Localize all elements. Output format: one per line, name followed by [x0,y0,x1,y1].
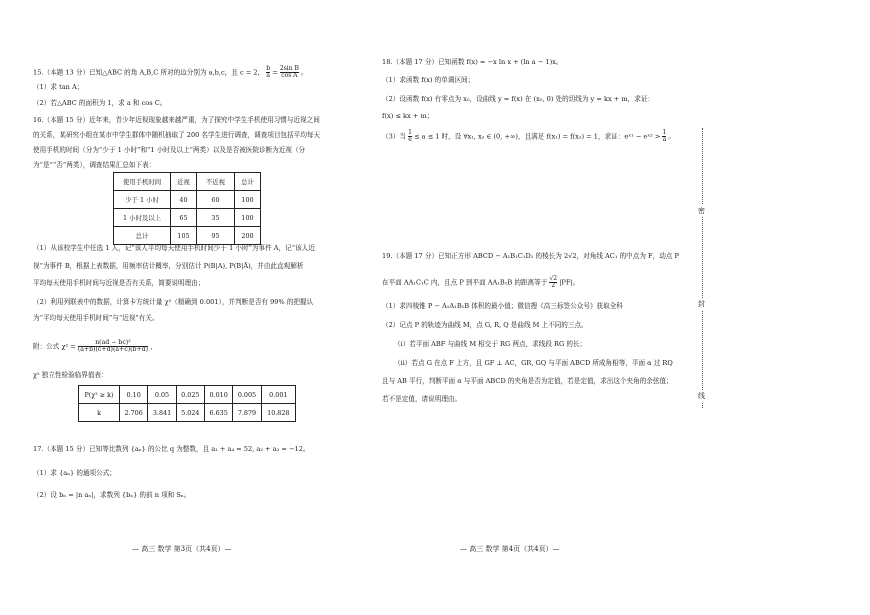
right-page [382,0,870,615]
right-page-footer: — 高三 数学 第4页（共4页）— [460,545,560,553]
table-cell: 少于 1 小时 [114,191,171,209]
table-cell: 60 [196,191,234,209]
q19-stem-end: |PF|。 [559,278,580,287]
frac-den: (a+b)(c+d)(a+c)(b+d) [77,346,149,353]
binding-line [702,128,704,408]
q18-part1: （1）求函数 f(x) 的单调区间； [382,76,475,84]
table-row [79,386,296,404]
q16-formula [33,340,157,353]
table-cell: 105 [171,227,197,245]
table-cell: 40 [171,191,197,209]
table-row [114,209,261,227]
table-cell: 200 [235,227,261,245]
q19-sub2-line3: 若不是定值，请说明理由。 [382,395,462,403]
formula-suffix: ， [150,342,157,351]
left-page-footer: — 高三 数学 第3页（共4页）— [132,545,232,553]
frac-den: cos A [281,72,298,79]
table-cell: 100 [235,209,261,227]
q15-part2: （2）若△ABC 的面积为 1，求 a 和 cos C。 [33,99,167,107]
equals: = [272,68,278,77]
q17-part2: （2）设 bₙ = |n aₙ|，求数列 {bₙ} 的前 n 项和 Sₙ。 [33,491,191,499]
q19-sub2-line1: （ⅱ）若点 G 在点 F 上方，且 GF ⊥ AC，GR, GQ 与平面 ABCD 所成角相等，平面 α 过 RQ [394,359,673,367]
table-header-cell: 总计 [235,173,261,191]
q18-part3-end: 。 [668,132,676,141]
q19-sub1: （ⅰ）若平面 ABF 与曲线 M 相交于 RG 两点，求线段 RG 的长； [394,340,587,348]
q18-part3-prefix: （3）当 [382,132,406,141]
q15-part1: （1）求 tan A； [33,83,84,91]
table-header-cell: 近视 [171,173,197,191]
chi-square-fraction [78,340,148,353]
table-cell: P(χ² ≥ k) [79,386,120,404]
table-cell: 5.024 [176,404,204,422]
table-cell: 0.005 [233,386,261,404]
q19-part1: （1）求四棱锥 P − A₁A₁B₁B 体积的最小值；微信搜《高三标签公众号》获取全科 [382,302,623,310]
table-cell: 2.706 [120,404,148,422]
table-cell: k [79,404,120,422]
table-cell: 0.010 [204,386,232,404]
q17-part1: （1）求 {aₙ} 的通项公式； [33,469,116,477]
table-cell: 100 [235,191,261,209]
table-row [114,173,261,191]
table-cell: 1 小时及以上 [114,209,171,227]
table-cell: 7.879 [233,404,261,422]
q18-part2-line2: f(x) ≤ kx + m； [382,112,434,120]
binding-char-xian: 线 [698,392,705,400]
q16-part1-line2: 视”为事件 B，根据上表数据，用频率估计概率，分别估计 P(B|A), P(B|Ā)，并由此直观解析 [33,262,304,270]
table-row [114,191,261,209]
q18-part3-text: ≤ a ≤ 1 时，设 ∀x₁, x₂ ∈ (0, +∞)，且满足 f(x₁) = f(x₂) = 1，求证：eˣ¹ − eˣ² > [414,132,661,141]
binding-char-mi: 密 [698,207,705,215]
q16-part2-line1: （2）利用列联表中的数据，计算卡方统计量 χ²（精确到 0.001），并判断是否有 99% 的把握认 [33,298,314,306]
q16-table2-title: χ² 独立性检验临界值表： [33,371,108,379]
q19-stem-line2 [382,276,579,289]
q17-stem: 17.（本题 15 分）已知等比数列 {aₙ} 的公比 q 为整数，且 a₁ + a₄ = 52, a₂ + a₃ = −12。 [33,445,310,453]
frac-num: n(ad − bc)² [78,340,148,347]
q15-fraction-b-over-a [266,66,270,79]
q19-stem-line1: 19.（本题 17 分）已知正方形 ABCD − A₁B₁C₁D₁ 的棱长为 2√2，对角线 AC₁ 的中点为 F，动点 P [382,252,679,260]
table-header-cell: 不近视 [196,173,234,191]
q16-part2-line2: 为“平均每天使用手机时间”与“近视”有关。 [33,314,159,322]
frac-den: 2 [551,282,556,289]
q18-part3 [382,130,675,143]
table-row [79,404,296,422]
table-cell: 0.025 [176,386,204,404]
table-cell: 95 [196,227,234,245]
table-cell: 总计 [114,227,171,245]
q18-fraction-1-over-a [662,130,666,143]
frac-num: 2sin B [279,65,299,72]
table-cell: 0.10 [120,386,148,404]
q15-fraction-sinb-over-cosa [280,66,299,79]
q16-part1-line3: 平均每天使用手机时间与近视是否有关系，简要说明理由； [33,279,205,287]
q19-sub2-line2: 且与 AB 平行，判断平面 α 与平面 ABCD 的夹角是否为定值，若是定值，求出这个夹角的余弦值； [382,377,673,385]
q19-stem-text: 在平面 AA₁C₁C 内，且点 P 到平面 AA₁B₁B 的距离等于 [382,278,548,287]
frac-num: 1 [408,129,412,136]
frac-num: 1 [662,129,667,136]
q16-line2: 的关系，某研究小组在某市中学生群体中随机抽取了 200 名学生进行调查，调查项目包括平均每天 [33,131,321,139]
frac-den: e [408,136,412,143]
left-page [0,0,430,615]
q19-fraction-sqrt2-over-2 [549,276,557,289]
table-row [114,227,261,245]
frac-den: a [266,72,270,79]
chi-square-critical-table [78,385,296,422]
q19-part2: （2）记点 P 的轨迹为曲线 M，点 G, R, Q 是曲线 M 上不同的三点。 [382,321,588,329]
table-cell: 0.05 [148,386,176,404]
table-header-cell: 使用手机时间 [114,173,171,191]
table-cell: 6.635 [204,404,232,422]
q16-line1: 16.（本题 15 分）近年来，青少年近视现象越来越严重，为了探究中学生手机使用习惯与近视之间 [33,116,320,124]
binding-char-feng: 封 [698,300,705,308]
q18-part2-line1: （2）设函数 f(x) 有零点为 x₀，设曲线 y = f(x) 在 (x₀, 0) 处的切线为 y = kx + m，求证： [382,95,655,103]
q16-line3: 使用手机的时间（分为“少于 1 小时”和“1 小时及以上”两类）以及是否被医院诊断为近视（分 [33,146,306,154]
table-cell: 3.841 [148,404,176,422]
frac-num: b [266,65,271,72]
table-cell: 35 [196,209,234,227]
table-cell: 0.001 [261,386,295,404]
table-cell: 10.828 [261,404,295,422]
q16-survey-table [113,172,261,245]
q15-stem-end: 。 [300,68,308,77]
q16-line4: 为“是”“否”两类），调查结果汇总如下表： [33,161,156,169]
formula-prefix: 附：公式 χ² = [33,342,76,351]
table-cell: 65 [171,209,197,227]
q18-fraction-1-over-e [408,130,412,143]
q18-stem: 18.（本题 17 分）已知函数 f(x) = −x ln x + (ln a − 1)x。 [382,58,563,66]
q15-stem-text: 15.（本题 13 分）已知△ABC 的角 A,B,C 所对的边分别为 a,b,c，且 c = 2， [33,68,265,77]
q16-part1-line1: （1）从该校学生中任选 1 人，记“该人平均每天使用手机时间少于 1 小时”为事件 A，记“该人近 [33,244,315,252]
q15-stem [33,66,308,79]
frac-num: √2 [549,275,558,282]
frac-den: a [662,136,667,143]
